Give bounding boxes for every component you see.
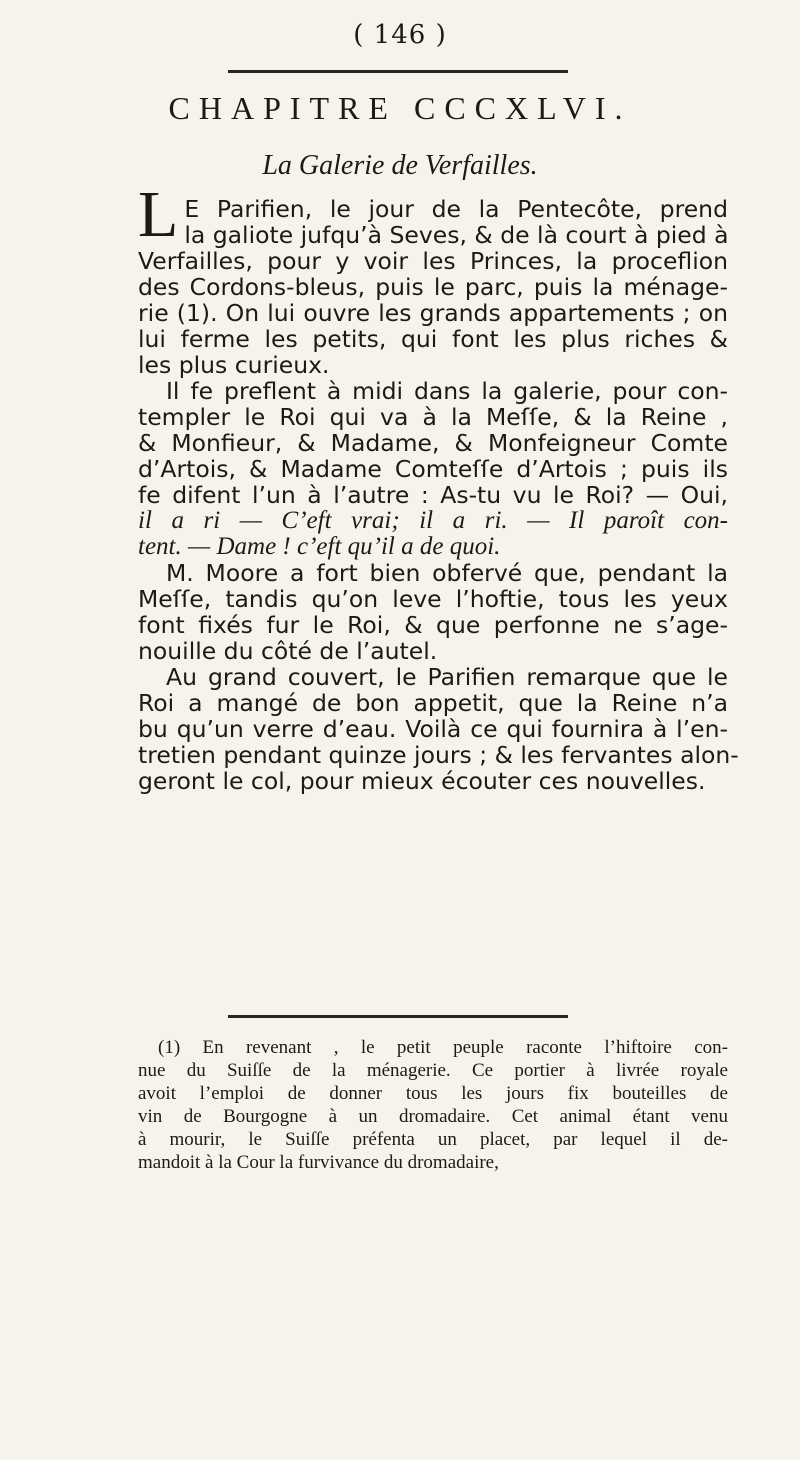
- text-line: Roi a mangé de bon appetit, que la Reine n’a: [138, 689, 728, 717]
- text-line: & Monfieur, & Madame, & Monfeigneur Comte: [138, 429, 728, 457]
- footnote-line: (1) En revenant , le petit peuple raconte l’hiftoire con-: [158, 1037, 728, 1058]
- text-line: font fixés fur le Roi, & que perfonne ne s’age-: [138, 611, 728, 639]
- text-line: geront le col, pour mieux écouter ces nouvelles.: [138, 767, 706, 795]
- footnote-rule: [228, 1015, 568, 1018]
- paragraph: [138, 560, 728, 664]
- footnote-line: à mourir, le Suiſſe préfenta un placet, par lequel il de-: [138, 1129, 728, 1150]
- text-line: nouille du côté de l’autel.: [138, 637, 438, 665]
- page-number: ( 146 ): [353, 20, 447, 50]
- text-line: lui ferme les petits, qui font les plus riches &: [138, 325, 728, 353]
- text-line: Au grand couvert, le Parifien remarque que le: [166, 663, 728, 691]
- text-line: tretien pendant quinze jours ; & les fervantes alon-: [138, 741, 739, 769]
- text-line: bu qu’un verre d’eau. Voilà ce qui fournira à l’en-: [138, 715, 728, 743]
- header-rule: [228, 70, 568, 73]
- text-line: Meſſe, tandis qu’on leve l’hoftie, tous les yeux: [138, 585, 728, 613]
- text-line: templer le Roi qui va à la Meſſe, & la Reine ,: [138, 403, 728, 431]
- paragraph: [138, 663, 739, 795]
- drop-cap: L: [138, 178, 179, 251]
- chapter-heading: CHAPITRE CCCXLVI.: [168, 90, 632, 126]
- chapter-title: La Galerie de Verfailles.: [262, 150, 538, 181]
- footnote-line: avoit l’emploi de donner tous les jours fix bouteilles de: [138, 1083, 728, 1104]
- text-line-content: E Parifien, le jour de la Pentecôte, prend: [184, 195, 728, 223]
- text-line: la galiote jufqu’à Seves, & de là court à pied à: [184, 221, 729, 249]
- text-line: les plus curieux.: [138, 351, 330, 379]
- footnote-line: nue du Suiſſe de la ménagerie. Ce portier à livrée royale: [138, 1060, 728, 1081]
- footnote-line: vin de Bourgogne à un dromadaire. Cet animal étant venu: [138, 1106, 728, 1127]
- text-line: des Cordons-bleus, puis le parc, puis la ménage-: [138, 273, 728, 301]
- paragraph: [138, 378, 728, 560]
- text-line: Il fe preflent à midi dans la galerie, pour con-: [166, 377, 728, 405]
- footnote-line: mandoit à la Cour la furvivance du dromadaire,: [138, 1152, 499, 1173]
- paragraph: [138, 178, 729, 379]
- text-line: fe difent l’un à l’autre : As-tu vu le Roi? — Oui,: [138, 481, 728, 509]
- text-line: tent. — Dame ! c’eft qu’il a de quoi.: [138, 533, 501, 560]
- text-line: il a ri — C’eft vrai; il a ri. — Il paroît con-: [138, 507, 728, 534]
- text-line: Verfailles, pour y voir les Princes, la proceflion: [138, 247, 728, 275]
- text-line: M. Moore a fort bien obfervé que, pendant la: [166, 559, 728, 587]
- text-line: d’Artois, & Madame Comteſſe d’Artois ; puis ils: [138, 455, 728, 483]
- footnote: [138, 1036, 728, 1174]
- text-line: rie (1). On lui ouvre les grands appartements ; on: [138, 299, 728, 327]
- chapter-body: [138, 178, 739, 795]
